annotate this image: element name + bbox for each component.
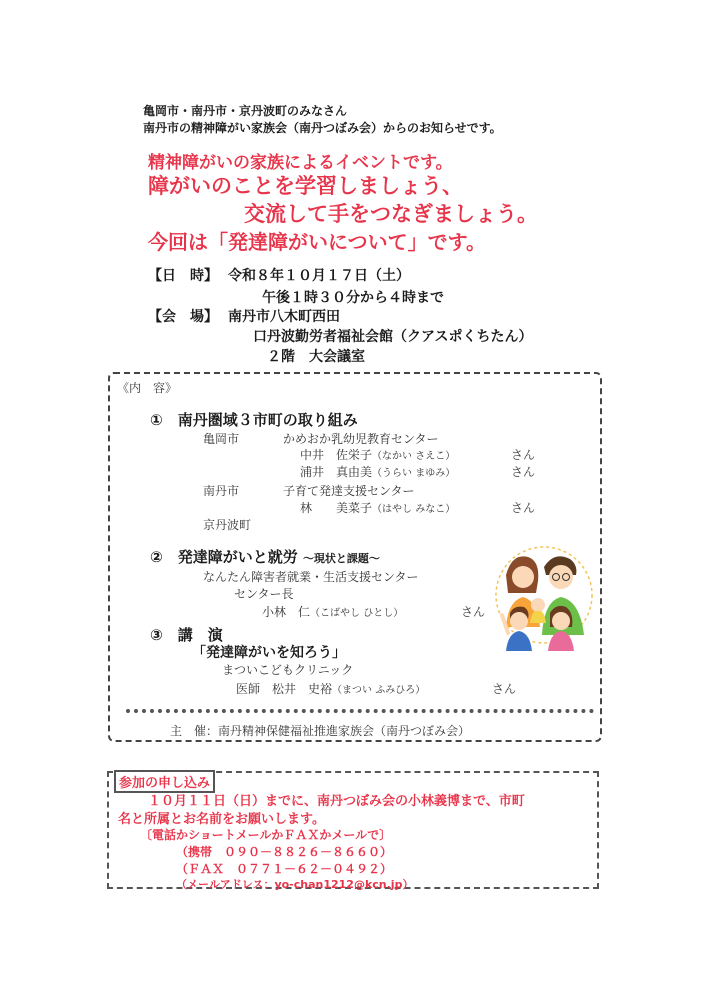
headline-line-3: 交流して手をつなぎましょう。 xyxy=(244,202,538,226)
section2-subtitle: ～現状と課題～ xyxy=(302,552,380,565)
person3-name: 林 美菜子 xyxy=(300,501,373,515)
datetime-time: 午後１時３０分から４時まで xyxy=(262,290,444,306)
section2-person-name: 小林 仁 xyxy=(262,605,311,619)
section2-person xyxy=(262,603,403,620)
apply-email: （メールアドレス：yo-chan1212@kcn.jp） xyxy=(176,878,414,891)
apply-title: 参加の申し込み xyxy=(114,770,215,793)
section2-org: なんたん障害者就業・生活支援センター xyxy=(203,570,419,584)
apply-line-2: 名と所属とお名前をお願いします。 xyxy=(118,812,325,827)
person2-kana: （うらい まゆみ） xyxy=(372,468,456,479)
family-illustration xyxy=(492,535,596,655)
apply-fax: （ＦＡＸ ０７７１－６２－０４９２） xyxy=(176,862,393,876)
content-title: 《内 容》 xyxy=(117,381,178,395)
section3-lecture-title: 「発達障がいを知ろう」 xyxy=(192,645,346,661)
section1-city-kameoka: 亀岡市 xyxy=(203,432,240,446)
section1-person1 xyxy=(300,446,455,463)
section2-person-kana: （こばやし ひとし） xyxy=(310,608,404,619)
headline-line-1: 精神障がいの家族によるイベントです。 xyxy=(148,153,453,173)
headline-line-4: 今回は「発達障がいについて」です。 xyxy=(148,230,486,254)
header-line-2: 南丹市の精神障がい家族会（南丹つぼみ会）からのお知らせです。 xyxy=(143,121,502,135)
venue-line-1: 南丹市八木町西田 xyxy=(228,309,340,325)
section1-heading: ① 南丹圏域３市町の取り組み xyxy=(150,411,358,429)
person2-name: 浦井 真由美 xyxy=(300,465,373,479)
datetime-label: 【日 時】 xyxy=(148,268,218,284)
section1-city-nantan: 南丹市 xyxy=(203,484,240,498)
apply-line-3: 〔電話かショートメールかＦＡＸかメールで〕 xyxy=(140,828,392,842)
section1-org-nantan: 子育て発達支援センター xyxy=(283,484,415,498)
apply-line-1: １０月１１日（日）までに、南丹つぼみ会の小林義博まで、市町 xyxy=(148,794,525,809)
person1-name: 中井 佐栄子 xyxy=(300,448,373,462)
section2-role: センター長 xyxy=(234,587,294,601)
venue-line-2: 口丹波勤労者福祉会館（クアスポくちたん） xyxy=(253,329,533,345)
content-separator xyxy=(126,709,594,713)
section1-person2-san: さん xyxy=(511,465,536,479)
headline-line-2: 障がいのことを学習しましょう、 xyxy=(148,174,463,198)
person3-kana: （はやし みなこ） xyxy=(372,504,456,515)
section1-person2 xyxy=(300,463,455,480)
apply-phone: （携帯 ０９０－８８２６－８６６０） xyxy=(176,845,393,859)
section1-city-kyotamba: 京丹波町 xyxy=(203,518,252,532)
section3-person-kana: （まつい ふみひろ） xyxy=(332,685,426,696)
section3-person-name: 医師 松井 史裕 xyxy=(236,682,333,696)
person1-kana: （なかい さえこ） xyxy=(372,451,456,462)
datetime-date: 令和８年１０月１７日（土） xyxy=(228,268,410,284)
section3-org: まついこどもクリニック xyxy=(222,663,354,677)
section2-person-san: さん xyxy=(461,605,486,619)
section1-person3-san: さん xyxy=(511,501,536,515)
header-line-1: 亀岡市・南丹市・京丹波町のみなさん xyxy=(143,104,348,118)
section2-title: ② 発達障がいと就労 xyxy=(150,548,298,566)
section3-person-san: さん xyxy=(492,682,517,696)
section1-person3 xyxy=(300,499,455,516)
organizer: 主 催：南丹精神保健福祉推進家族会（南丹つぼみ会） xyxy=(170,724,471,738)
section2-heading xyxy=(150,546,380,567)
section3-person xyxy=(236,680,425,697)
section1-person1-san: さん xyxy=(511,448,536,462)
section3-heading: ③ 講 演 xyxy=(150,626,223,644)
section1-org-kameoka: かめおか乳幼児教育センター xyxy=(283,432,439,446)
venue-label: 【会 場】 xyxy=(148,309,218,325)
venue-line-3: ２階 大会議室 xyxy=(267,349,365,365)
